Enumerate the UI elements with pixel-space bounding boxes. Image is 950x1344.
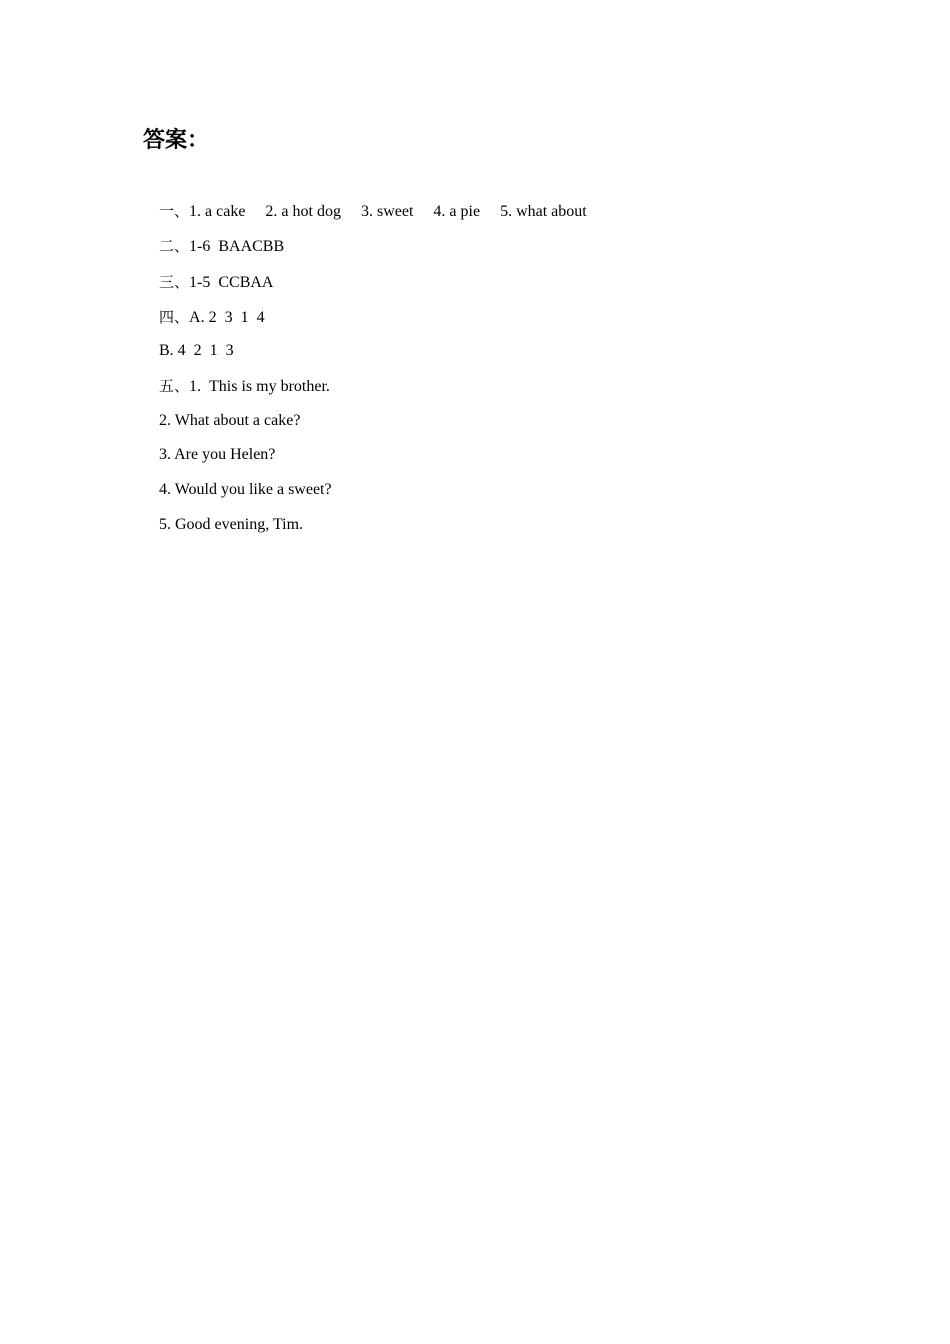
section-4-answers-a: A. 2 3 1 4 [189,309,265,326]
section-5-sentence: 3. Are you Helen? [159,446,276,463]
page-heading: 答案： [143,128,210,153]
section-1-item: 4. a pie [433,203,481,220]
section-5-sentence: 2. What about a cake? [159,412,301,429]
section-5-marker: 五、 [159,377,190,395]
section-1-item: 3. sweet [360,203,414,220]
section-4-answers-b: B. 4 2 1 3 [159,342,234,359]
section-5-sentence: 5. Good evening, Tim. [159,516,304,533]
section-3-answers: 1-5 CCBAA [189,274,274,291]
section-2-marker: 二、 [159,237,190,255]
section-1-marker: 一、 [159,202,190,220]
section-5-sentence: 4. Would you like a sweet? [159,481,332,498]
section-5-sentence: 1. This is my brother. [189,378,330,395]
section-1-item: 5. what about [500,203,587,220]
section-5-line-5 [143,495,303,555]
section-3-marker: 三、 [159,273,190,291]
section-4-marker: 四、 [159,308,190,326]
section-1-item: 1. a cake [189,203,246,220]
section-2-answers: 1-6 BAACBB [189,238,285,255]
section-1-item: 2. a hot dog [265,203,341,220]
